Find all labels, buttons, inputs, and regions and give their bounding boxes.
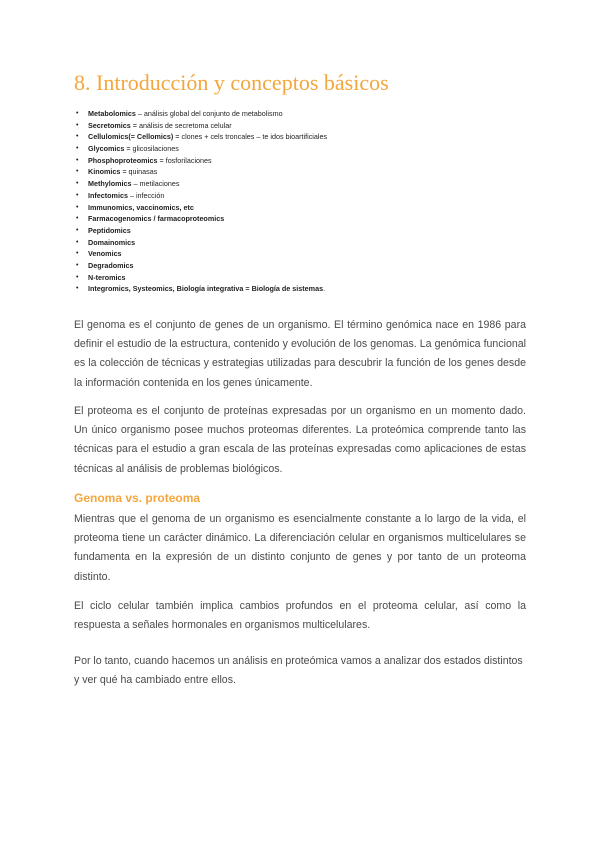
section-heading-genoma-vs-proteoma: Genoma vs. proteoma — [74, 491, 201, 505]
list-item-description: = clones + cels troncales – te idos bioartificiales — [173, 132, 328, 142]
list-item-term: Domainomics — [88, 237, 136, 247]
list-item-term: Kinomics — [88, 167, 121, 177]
list-item — [74, 283, 514, 295]
list-item-description: = glicosilaciones — [124, 144, 179, 154]
page-title: 8. Introducción y conceptos básicos — [74, 70, 389, 95]
list-item-description: = análisis de secretoma celular — [130, 120, 232, 130]
list-item — [74, 155, 514, 167]
list-item-description: = fosforilaciones — [157, 155, 212, 165]
list-item-term: Venomics — [88, 249, 122, 259]
list-item — [74, 260, 514, 272]
list-item-term: Metabolomics — [88, 109, 136, 118]
paragraph-conclusion: Por lo tanto, cuando hacemos un análisis en proteómica vamos a analizar dos estados distintos y ver qué ha cambiado entre ellos. — [74, 655, 523, 687]
list-item-term: Peptidomics — [88, 225, 131, 235]
list-item-term: Integromics, Systeomics, Biología integrativa = Biología de sistemas — [88, 284, 324, 294]
list-item — [74, 237, 514, 249]
list-item-description: – análisis global del conjunto de metabolismo — [135, 109, 283, 118]
paragraph-genoma: El genoma es el conjunto de genes de un organismo. El término genómica nace en 1986 para definir el estudio de la estructura, contenido y evolución de los genomas. La genómica funcional es la colección de técnicas y estrategias utilizadas para descubrir la función de los genes desde la información contenida en los genes únicamente. — [74, 319, 526, 389]
list-item — [74, 272, 514, 284]
paragraph-proteoma: El proteoma es el conjunto de proteínas expresadas por un organismo en un momento dado. Un único organismo posee muchos proteomas diferentes. La proteómica comprende tanto las técnicas para el estudio a gran escala de las proteínas expresadas como aplicaciones de estas técnicas al análisis de problemas biológicos. — [74, 405, 526, 475]
list-item-term: Glycomics — [88, 144, 125, 154]
list-item-term: Cellulomics(= Cellomics) — [88, 132, 174, 142]
list-item — [74, 202, 514, 214]
list-item — [74, 120, 514, 132]
list-item — [74, 143, 514, 155]
paragraph-proteoma-dinamico: Mientras que el genoma de un organismo es esencialmente constante a lo largo de la vida, el proteoma tiene un carácter dinámico. La diferenciación celular en organismos multicelulares se fundamenta en la expresión de un distinto conjunto de genes y por tanto de un proteoma distinto. — [74, 513, 526, 583]
list-item — [74, 131, 514, 143]
list-item — [74, 178, 514, 190]
list-item — [74, 166, 514, 178]
list-item-term: Methylomics — [88, 179, 132, 189]
list-item-term: N-teromics — [88, 272, 126, 282]
list-item-description: . — [323, 284, 326, 294]
list-item-description: – infección — [127, 190, 165, 200]
list-item-term: Infectomics — [88, 190, 128, 200]
list-item-description: – metilaciones — [131, 179, 180, 189]
list-item-term: Immunomics, vaccinomics, etc — [88, 202, 194, 212]
list-item — [74, 213, 514, 225]
list-item-term: Phosphoproteomics — [88, 155, 158, 165]
list-item — [74, 248, 514, 260]
list-item-description: = quinasas — [120, 167, 158, 177]
list-item-term: Degradomics — [88, 260, 134, 270]
list-item — [74, 108, 514, 120]
list-item — [74, 190, 514, 202]
list-item — [74, 225, 514, 237]
paragraph-ciclo-celular: El ciclo celular también implica cambios profundos en el proteoma celular, así como la respuesta a señales hormonales en organismos multicelulares. — [74, 600, 526, 632]
list-item-term: Secretomics — [88, 120, 131, 130]
list-item-term: Farmacogenomics / farmacoproteomics — [88, 214, 225, 224]
omics-bullet-list — [74, 108, 514, 295]
